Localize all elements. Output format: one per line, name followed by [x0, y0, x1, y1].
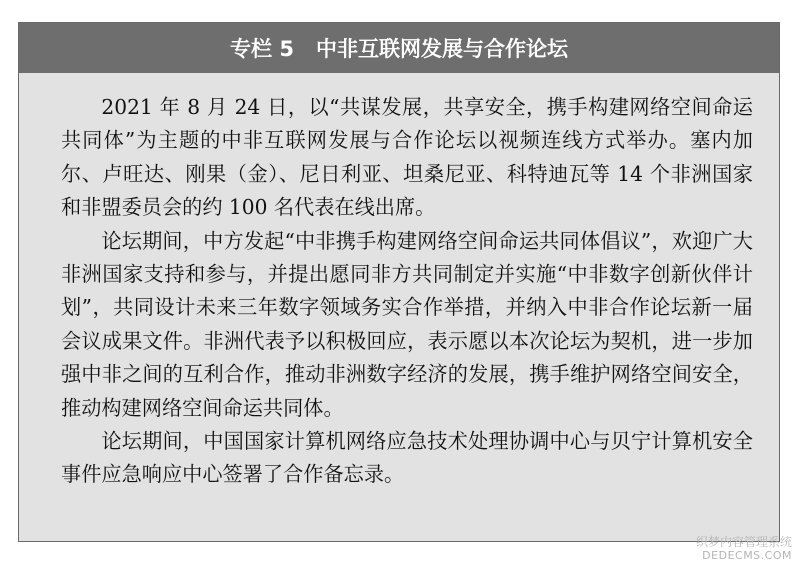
- column-label: 专栏 5: [230, 37, 294, 61]
- column-header: [19, 23, 779, 73]
- column-body: [19, 73, 779, 492]
- watermark: [696, 535, 792, 563]
- watermark-line-1: 织梦内容管理系统: [695, 535, 792, 549]
- watermark-line-2: DEDECMS.COM: [702, 549, 792, 562]
- column-title: 中非互联网发展与合作论坛: [315, 37, 568, 61]
- column-box: [18, 22, 780, 542]
- paragraph: 论坛期间，中国国家计算机网络应急技术处理协调中心与贝宁计算机安全事件应急响应中心签署了合作备忘录。: [61, 429, 753, 487]
- paragraph: 论坛期间，中方发起“中非携手构建网络空间命运共同体倡议”，欢迎广大非洲国家支持和参与，并提出愿同非方共同制定并实施“中非数字创新伙伴计划”，共同设计未来三年数字领域务实合作举措，并纳入中非合作论坛新一届会议成果文件。非洲代表予以积极回应，表示愿以本次论坛为契机，进一步加强中非之间的互利合作，推动非洲数字经济的发展，携手维护网络空间安全，推动构建网络空间命运共同体。: [61, 228, 753, 420]
- paragraph: 2021 年 8 月 24 日，以“共谋发展，共享安全，携手构建网络空间命运共同体”为主题的中非互联网发展与合作论坛以视频连线方式举办。塞内加尔、卢旺达、刚果（金）、尼日利亚、坦桑尼亚、科特迪瓦等 14 个非洲国家和非盟委员会的约 100 名代表在线出席。: [61, 95, 753, 220]
